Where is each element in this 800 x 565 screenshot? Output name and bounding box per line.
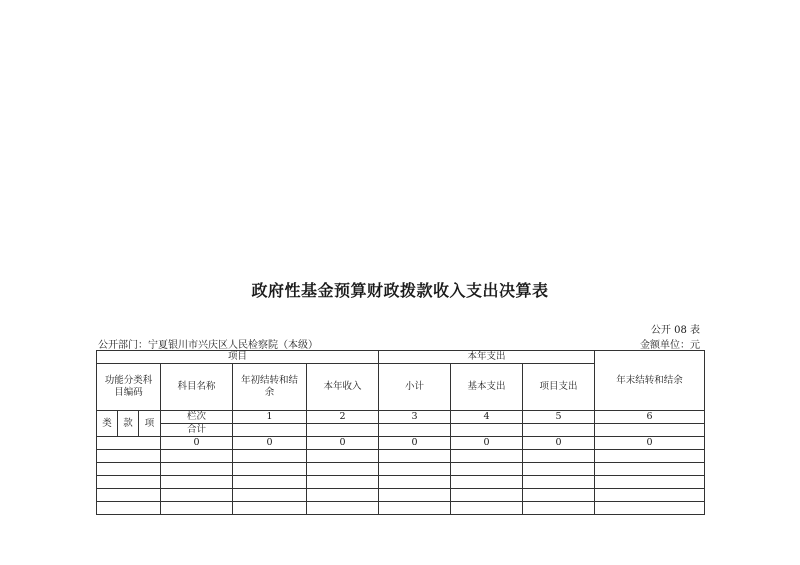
table-cell xyxy=(97,476,161,489)
total-label-row xyxy=(97,424,705,437)
header-subtotal: 小计 xyxy=(379,364,451,411)
header-row-1 xyxy=(97,351,705,364)
table-cell xyxy=(233,424,307,437)
table-cell xyxy=(97,489,161,502)
table-row xyxy=(97,489,705,502)
table-cell xyxy=(233,463,307,476)
table-cell xyxy=(379,463,451,476)
table-cell xyxy=(523,463,595,476)
table-cell xyxy=(595,476,705,489)
table-cell xyxy=(307,502,379,515)
header-subject-name: 科目名称 xyxy=(161,364,233,411)
header-beginning-balance: 年初结转和结余 xyxy=(233,364,307,411)
index-number: 5 xyxy=(523,411,595,424)
index-number: 3 xyxy=(379,411,451,424)
table-cell xyxy=(595,502,705,515)
table-cell xyxy=(233,476,307,489)
report-title: 政府性基金预算财政拨款收入支出决算表 xyxy=(251,281,549,300)
col-xiang: 项 xyxy=(139,411,161,437)
index-label: 栏次 xyxy=(161,411,233,424)
index-row xyxy=(97,411,705,424)
header-func-code: 功能分类科目编码 xyxy=(97,364,161,411)
table-cell xyxy=(233,450,307,463)
table-cell xyxy=(523,489,595,502)
amount-unit-label: 金额单位：元 xyxy=(640,340,700,351)
table-cell xyxy=(307,476,379,489)
header-ending-balance: 年末结转和结余 xyxy=(595,351,705,411)
form-number: 公开 08 表 xyxy=(650,325,700,336)
table-cell xyxy=(379,476,451,489)
table-cell xyxy=(307,489,379,502)
table-cell xyxy=(97,450,161,463)
total-value: 0 xyxy=(307,437,379,450)
table-cell xyxy=(307,463,379,476)
department-label: 公开部门：宁夏银川市兴庆区人民检察院（本级） xyxy=(98,340,318,351)
header-basic-expense: 基本支出 xyxy=(451,364,523,411)
table-cell xyxy=(451,450,523,463)
table-row xyxy=(97,476,705,489)
table-cell xyxy=(97,502,161,515)
index-number: 1 xyxy=(233,411,307,424)
index-number: 2 xyxy=(307,411,379,424)
table-cell xyxy=(161,502,233,515)
table-cell xyxy=(451,489,523,502)
table-cell xyxy=(233,489,307,502)
total-label: 合计 xyxy=(161,424,233,437)
table-cell xyxy=(97,463,161,476)
table-cell xyxy=(307,424,379,437)
header-project-expense: 项目支出 xyxy=(523,364,595,411)
table-cell xyxy=(379,424,451,437)
table-cell xyxy=(451,502,523,515)
total-value: 0 xyxy=(233,437,307,450)
total-values-row xyxy=(97,437,705,450)
total-value: 0 xyxy=(161,437,233,450)
table-cell xyxy=(379,489,451,502)
table-row xyxy=(97,463,705,476)
table-cell xyxy=(523,476,595,489)
table-cell xyxy=(161,489,233,502)
table-cell xyxy=(595,463,705,476)
budget-table xyxy=(96,350,705,515)
table-cell xyxy=(97,437,161,450)
header-current-income: 本年收入 xyxy=(307,364,379,411)
table-cell xyxy=(451,463,523,476)
table-cell xyxy=(379,450,451,463)
total-value: 0 xyxy=(451,437,523,450)
table-cell xyxy=(595,450,705,463)
table-cell xyxy=(161,463,233,476)
table-row xyxy=(97,450,705,463)
table-cell xyxy=(523,424,595,437)
table-row xyxy=(97,502,705,515)
table-cell xyxy=(161,450,233,463)
table-cell xyxy=(161,476,233,489)
table-cell xyxy=(595,424,705,437)
total-value: 0 xyxy=(595,437,705,450)
table-cell xyxy=(451,424,523,437)
col-kuan: 款 xyxy=(118,411,139,437)
total-value: 0 xyxy=(523,437,595,450)
table-cell xyxy=(595,489,705,502)
header-item: 项目 xyxy=(97,351,379,364)
header-current-expense: 本年支出 xyxy=(379,351,595,364)
table-cell xyxy=(451,476,523,489)
col-lei: 类 xyxy=(97,411,118,437)
table-cell xyxy=(523,502,595,515)
index-number: 6 xyxy=(595,411,705,424)
table-cell xyxy=(307,450,379,463)
total-value: 0 xyxy=(379,437,451,450)
table-cell xyxy=(523,450,595,463)
table-cell xyxy=(233,502,307,515)
index-number: 4 xyxy=(451,411,523,424)
table-cell xyxy=(379,502,451,515)
